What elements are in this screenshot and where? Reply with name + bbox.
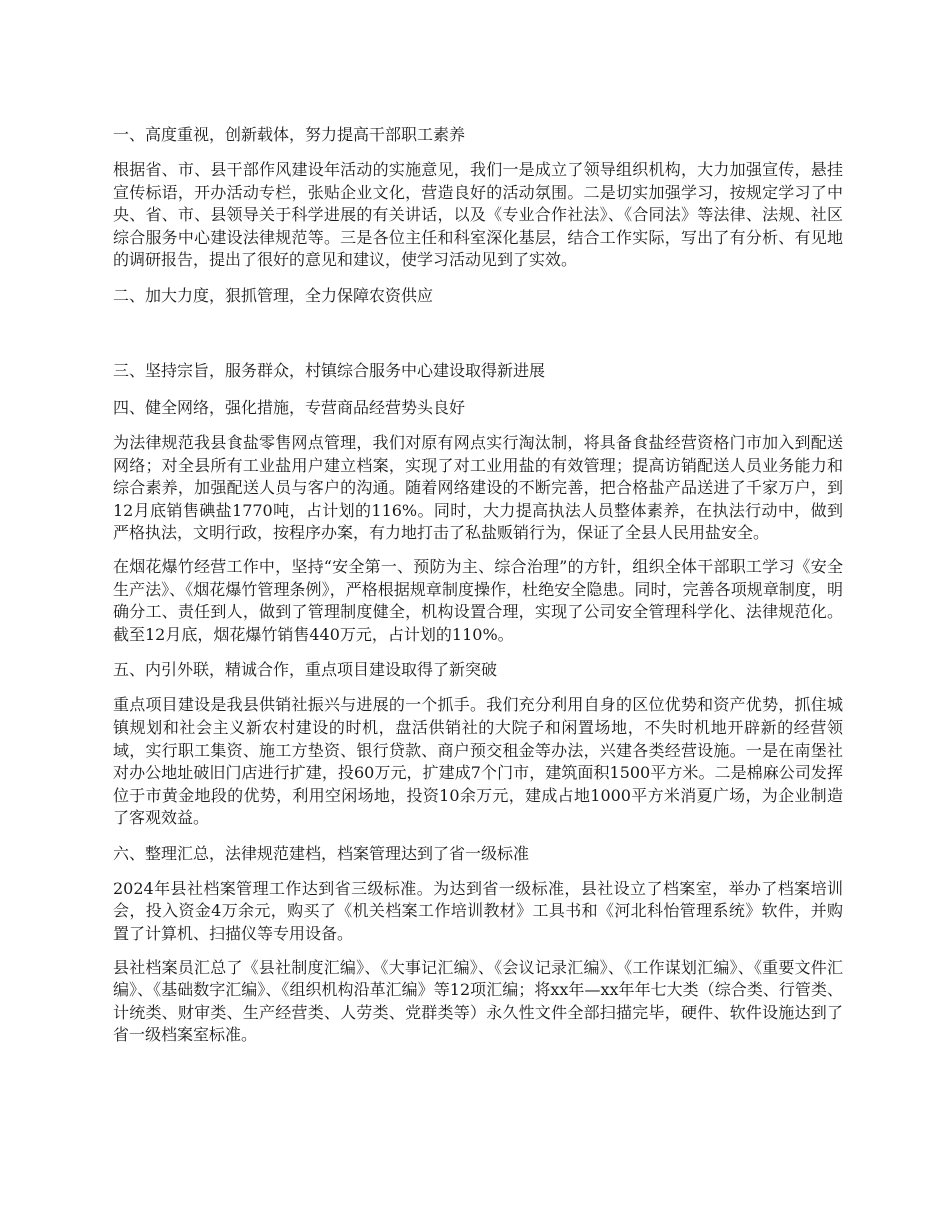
blank-space — [113, 320, 843, 358]
paragraph-1: 根据省、市、县干部作风建设年活动的实施意见，我们一是成立了领导组织机构，大力加强宣传，悬挂宣传标语，开办活动专栏，张贴企业文化，营造良好的活动氛围。二是切实加强学习，按规定学习了中央、省、市、县领导关于科学进展的有关讲话，以及《专业合作社法》、《合同法》等法律、法规、社区综合服务中心建设法律规范等。三是各位主任和科室深化基层，结合工作实际，写出了有分析、有见地的调研报告，提出了很好的意见和建议，使学习活动见到了实效。 — [113, 160, 843, 270]
section-heading-2: 二、加大力度，狠抓管理，全力保障农资供应 — [113, 285, 434, 305]
paragraph-6: 县社档案员汇总了《县社制度汇编》、《大事记汇编》、《会议记录汇编》、《工作谋划汇编》、《重要文件汇编》、《基础数字汇编》、《组织机构沿革汇编》等12项汇编；将xx年—xx年年七大类（综合类、行管类、计统类、财审类、生产经营类、人劳类、党群类等）永久性文件全部扫描完毕，硬件、软件设施达到了省一级档案室标准。 — [113, 957, 843, 1045]
section-heading-1: 一、高度重视，创新载体，努力提高干部职工素养 — [113, 125, 466, 144]
section-heading-4: 四、健全网络，强化措施，专营商品经营势头良好 — [113, 397, 466, 417]
document-page — [113, 122, 843, 1058]
paragraph-2: 为法律规范我县食盐零售网点管理，我们对原有网点实行淘汰制，将具备食盐经营资格门市加入到配送网络；对全县所有工业盐用户建立档案，实现了对工业用盐的有效管理；提高访销配送人员业务能力和综合素养，加强配送人员与客户的沟通。随着网络建设的不断完善，把合格盐产品送进了千家万户，到12月底销售碘盐1770吨，占计划的116%。同时，大力提高执法人员整体素养，在执法行动中，做到严格执法，文明行政，按程序办案，有力地打击了私盐贩销行为，保证了全县人民用盐安全。 — [113, 432, 843, 543]
section-heading-6: 六、整理汇总，法律规范建档，档案管理达到了省一级标准 — [113, 843, 530, 863]
paragraph-3: 在烟花爆竹经营工作中，坚持“安全第一、预防为主、综合治理”的方针，组织全体干部职工学习《安全生产法》、《烟花爆竹管理条例》，严格根据规章制度操作，杜绝安全隐患。同时，完善各项规章制度，明确分工、责任到人，做到了管理制度健全，机构设置合理，实现了公司安全管理科学化、法律规范化。截至12月底，烟花爆竹销售440万元，占计划的110%。 — [113, 556, 843, 644]
section-heading-3: 三、坚持宗旨，服务群众，村镇综合服务中心建设取得新进展 — [113, 360, 546, 380]
section-heading-5: 五、内引外联，精诚合作，重点项目建设取得了新突破 — [113, 660, 498, 680]
paragraph-4: 重点项目建设是我县供销社振兴与进展的一个抓手。我们充分利用自身的区位优势和资产优势，抓住城镇规划和社会主义新农村建设的时机，盘活供销社的大院子和闲置场地，不失时机地开辟新的经营领域，实行职工集资、施工方垫资、银行贷款、商户预交租金等办法，兴建各类经营设施。一是在南堡社对办公地址破旧门店进行扩建，投60万元，扩建成7个门市，建筑面积1500平方米。二是棉麻公司发挥位于市黄金地段的优势，利用空闲场地，投资10余万元，建成占地1000平方米消夏广场，为企业制造了客观效益。 — [113, 695, 843, 828]
paragraph-5: 2024年县社档案管理工作达到省三级标准。为达到省一级标准，县社设立了档案室，举办了档案培训会，投入资金4万余元，购买了《机关档案工作培训教材》工具书和《河北科怡管理系统》软件，并购置了计算机、扫描仪等专用设备。 — [113, 878, 843, 944]
